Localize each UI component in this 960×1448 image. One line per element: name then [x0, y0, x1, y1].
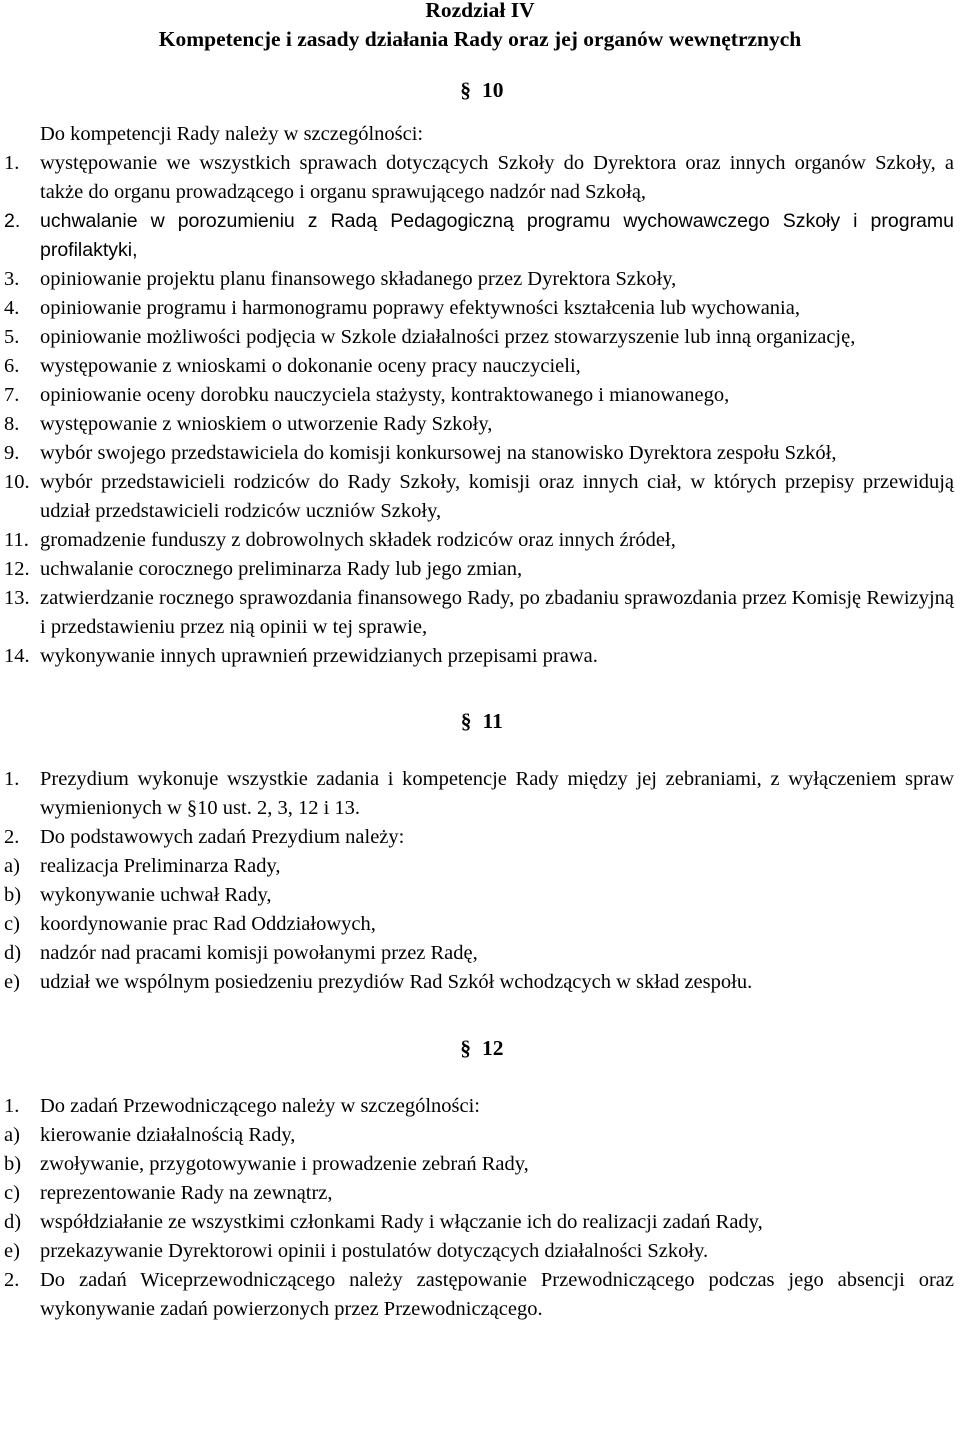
- section-symbol: §: [460, 1036, 471, 1060]
- list-item: [4, 323, 954, 352]
- section-heading-10: [4, 76, 954, 105]
- item-text: opiniowanie możliwości podjęcia w Szkole działalności przez stowarzyszenie lub inną organizację,: [40, 326, 856, 348]
- item-number: d): [4, 942, 22, 964]
- list-item: [4, 294, 954, 323]
- list-item: [4, 642, 954, 671]
- item-text: nadzór nad pracami komisji powołanymi przez Radę,: [40, 942, 478, 964]
- item-text: występowanie we wszystkich sprawach dotyczących Szkoły do Dyrektora oraz innych organów Szkoły, a także do organu prowadzącego i organu sprawującego nadzór nad Szkołą,: [40, 152, 954, 203]
- item-text: zwoływanie, przygotowywanie i prowadzenie zebrań Rady,: [40, 1153, 529, 1175]
- item-number: b): [4, 1153, 22, 1175]
- list-item: [4, 1150, 954, 1179]
- item-number: 4.: [4, 297, 20, 319]
- section-heading-12: [4, 1034, 954, 1063]
- item-number: 2.: [4, 1269, 20, 1291]
- list-item: [4, 910, 954, 939]
- item-text: gromadzenie funduszy z dobrowolnych składek rodziców oraz innych źródeł,: [40, 529, 676, 551]
- item-text: opiniowanie oceny dorobku nauczyciela stażysty, kontraktowanego i mianowanego,: [40, 384, 730, 406]
- item-text: uchwalanie w porozumieniu z Radą Pedagogiczną programu wychowawczego Szkoły i programu profilaktyki,: [40, 210, 954, 261]
- chapter-subtitle: Kompetencje i zasady działania Rady oraz jej organów wewnętrznych: [158, 27, 802, 51]
- item-number: a): [4, 1124, 20, 1146]
- list-item: [4, 968, 954, 997]
- list-item: [4, 149, 954, 207]
- list-item: [4, 1179, 954, 1208]
- item-number: 1.: [4, 768, 20, 790]
- item-number: 12.: [4, 558, 30, 580]
- item-text: uchwalanie corocznego preliminarza Rady lub jego zmian,: [40, 558, 523, 580]
- item-number: 6.: [4, 355, 20, 377]
- item-number: 7.: [4, 384, 20, 406]
- item-text: Do zadań Przewodniczącego należy w szczególności:: [40, 1095, 480, 1117]
- item-number: 14.: [4, 645, 30, 667]
- list-item: [4, 1237, 954, 1266]
- list-item: [4, 823, 954, 852]
- item-number: 2.: [4, 210, 21, 232]
- list-item: [4, 526, 954, 555]
- item-text: występowanie z wnioskiem o utworzenie Rady Szkoły,: [40, 413, 493, 435]
- item-number: a): [4, 855, 20, 877]
- list-item: [4, 1092, 954, 1121]
- list-item: [4, 765, 954, 823]
- list-item: [4, 1266, 954, 1324]
- item-text: opiniowanie projektu planu finansowego składanego przez Dyrektora Szkoły,: [40, 268, 677, 290]
- section-10-list: [4, 149, 954, 671]
- item-text: koordynowanie prac Rad Oddziałowych,: [40, 913, 376, 935]
- section-12-list: [4, 1092, 954, 1324]
- list-item: [4, 939, 954, 968]
- item-text: wybór przedstawicieli rodziców do Rady Szkoły, komisji oraz innych ciał, w których przepisy przewidują udział przedstawicieli rodziców uczniów Szkoły,: [40, 471, 954, 522]
- list-item: [4, 207, 954, 265]
- item-text: współdziałanie ze wszystkimi członkami Rady i włączanie ich do realizacji zadań Rady,: [40, 1211, 763, 1233]
- section-heading-11: [4, 707, 954, 736]
- item-text: realizacja Preliminarza Rady,: [40, 855, 281, 877]
- section-number: 12: [481, 1036, 504, 1060]
- item-number: d): [4, 1211, 22, 1233]
- item-text: Prezydium wykonuje wszystkie zadania i kompetencje Rady między jej zebraniami, z wyłączeniem spraw wymienionych w §10 ust. 2, 3, 12 i 13.: [40, 768, 954, 819]
- item-text: wybór swojego przedstawiciela do komisji konkursowej na stanowisko Dyrektora zespołu Szkół,: [40, 442, 837, 464]
- item-number: 11.: [4, 529, 29, 551]
- item-text: wykonywanie uchwał Rady,: [40, 884, 272, 906]
- item-text: opiniowanie programu i harmonogramu poprawy efektywności kształcenia lub wychowania,: [40, 297, 800, 319]
- list-item: [4, 410, 954, 439]
- item-number: e): [4, 971, 20, 993]
- item-number: 10.: [4, 471, 30, 493]
- list-item: [4, 1121, 954, 1150]
- section-number: 11: [482, 709, 503, 733]
- item-text: Do podstawowych zadań Prezydium należy:: [40, 826, 405, 848]
- item-number: 1.: [4, 152, 20, 174]
- item-text: wykonywanie innych uprawnień przewidzianych przepisami prawa.: [40, 645, 598, 667]
- section-symbol: §: [460, 78, 471, 102]
- list-item: [4, 352, 954, 381]
- item-number: b): [4, 884, 22, 906]
- list-item: [4, 852, 954, 881]
- document-content: [0, 76, 960, 1324]
- item-number: 8.: [4, 413, 20, 435]
- item-text: kierowanie działalnością Rady,: [40, 1124, 296, 1146]
- item-text: reprezentowanie Rady na zewnątrz,: [40, 1182, 333, 1204]
- item-text: udział we wspólnym posiedzeniu prezydiów Rad Szkół wchodzących w skład zespołu.: [40, 971, 753, 993]
- item-text: występowanie z wnioskami o dokonanie oceny pracy nauczycieli,: [40, 355, 581, 377]
- list-item: [4, 555, 954, 584]
- item-number: e): [4, 1240, 20, 1262]
- section-11-list: [4, 765, 954, 997]
- list-item: [4, 439, 954, 468]
- chapter-title: Rozdział IV: [425, 0, 535, 22]
- item-text: przekazywanie Dyrektorowi opinii i postulatów dotyczących działalności Szkoły.: [40, 1240, 709, 1262]
- list-item: [4, 468, 954, 526]
- item-number: 13.: [4, 587, 30, 609]
- item-number: 2.: [4, 826, 20, 848]
- section-symbol: §: [460, 709, 472, 733]
- item-text: zatwierdzanie rocznego sprawozdania finansowego Rady, po zbadaniu sprawozdania przez Komisję Rewizyjną i przedstawieniu przez nią opinii w tej sprawie,: [40, 587, 954, 638]
- list-item: [4, 584, 954, 642]
- item-number: 9.: [4, 442, 20, 464]
- item-text: Do zadań Wiceprzewodniczącego należy zastępowanie Przewodniczącego podczas jego absencji oraz wykonywanie zadań powierzonych przez Przewodniczącego.: [40, 1269, 954, 1320]
- list-item: [4, 265, 954, 294]
- section-10-intro: Do kompetencji Rady należy w szczególności:: [40, 123, 424, 145]
- section-number: 10: [481, 78, 504, 102]
- list-item: [4, 381, 954, 410]
- list-item: [4, 881, 954, 910]
- item-number: 1.: [4, 1095, 20, 1117]
- item-number: c): [4, 1182, 20, 1204]
- list-item: [4, 1208, 954, 1237]
- item-number: c): [4, 913, 20, 935]
- item-number: 3.: [4, 268, 20, 290]
- item-number: 5.: [4, 326, 20, 348]
